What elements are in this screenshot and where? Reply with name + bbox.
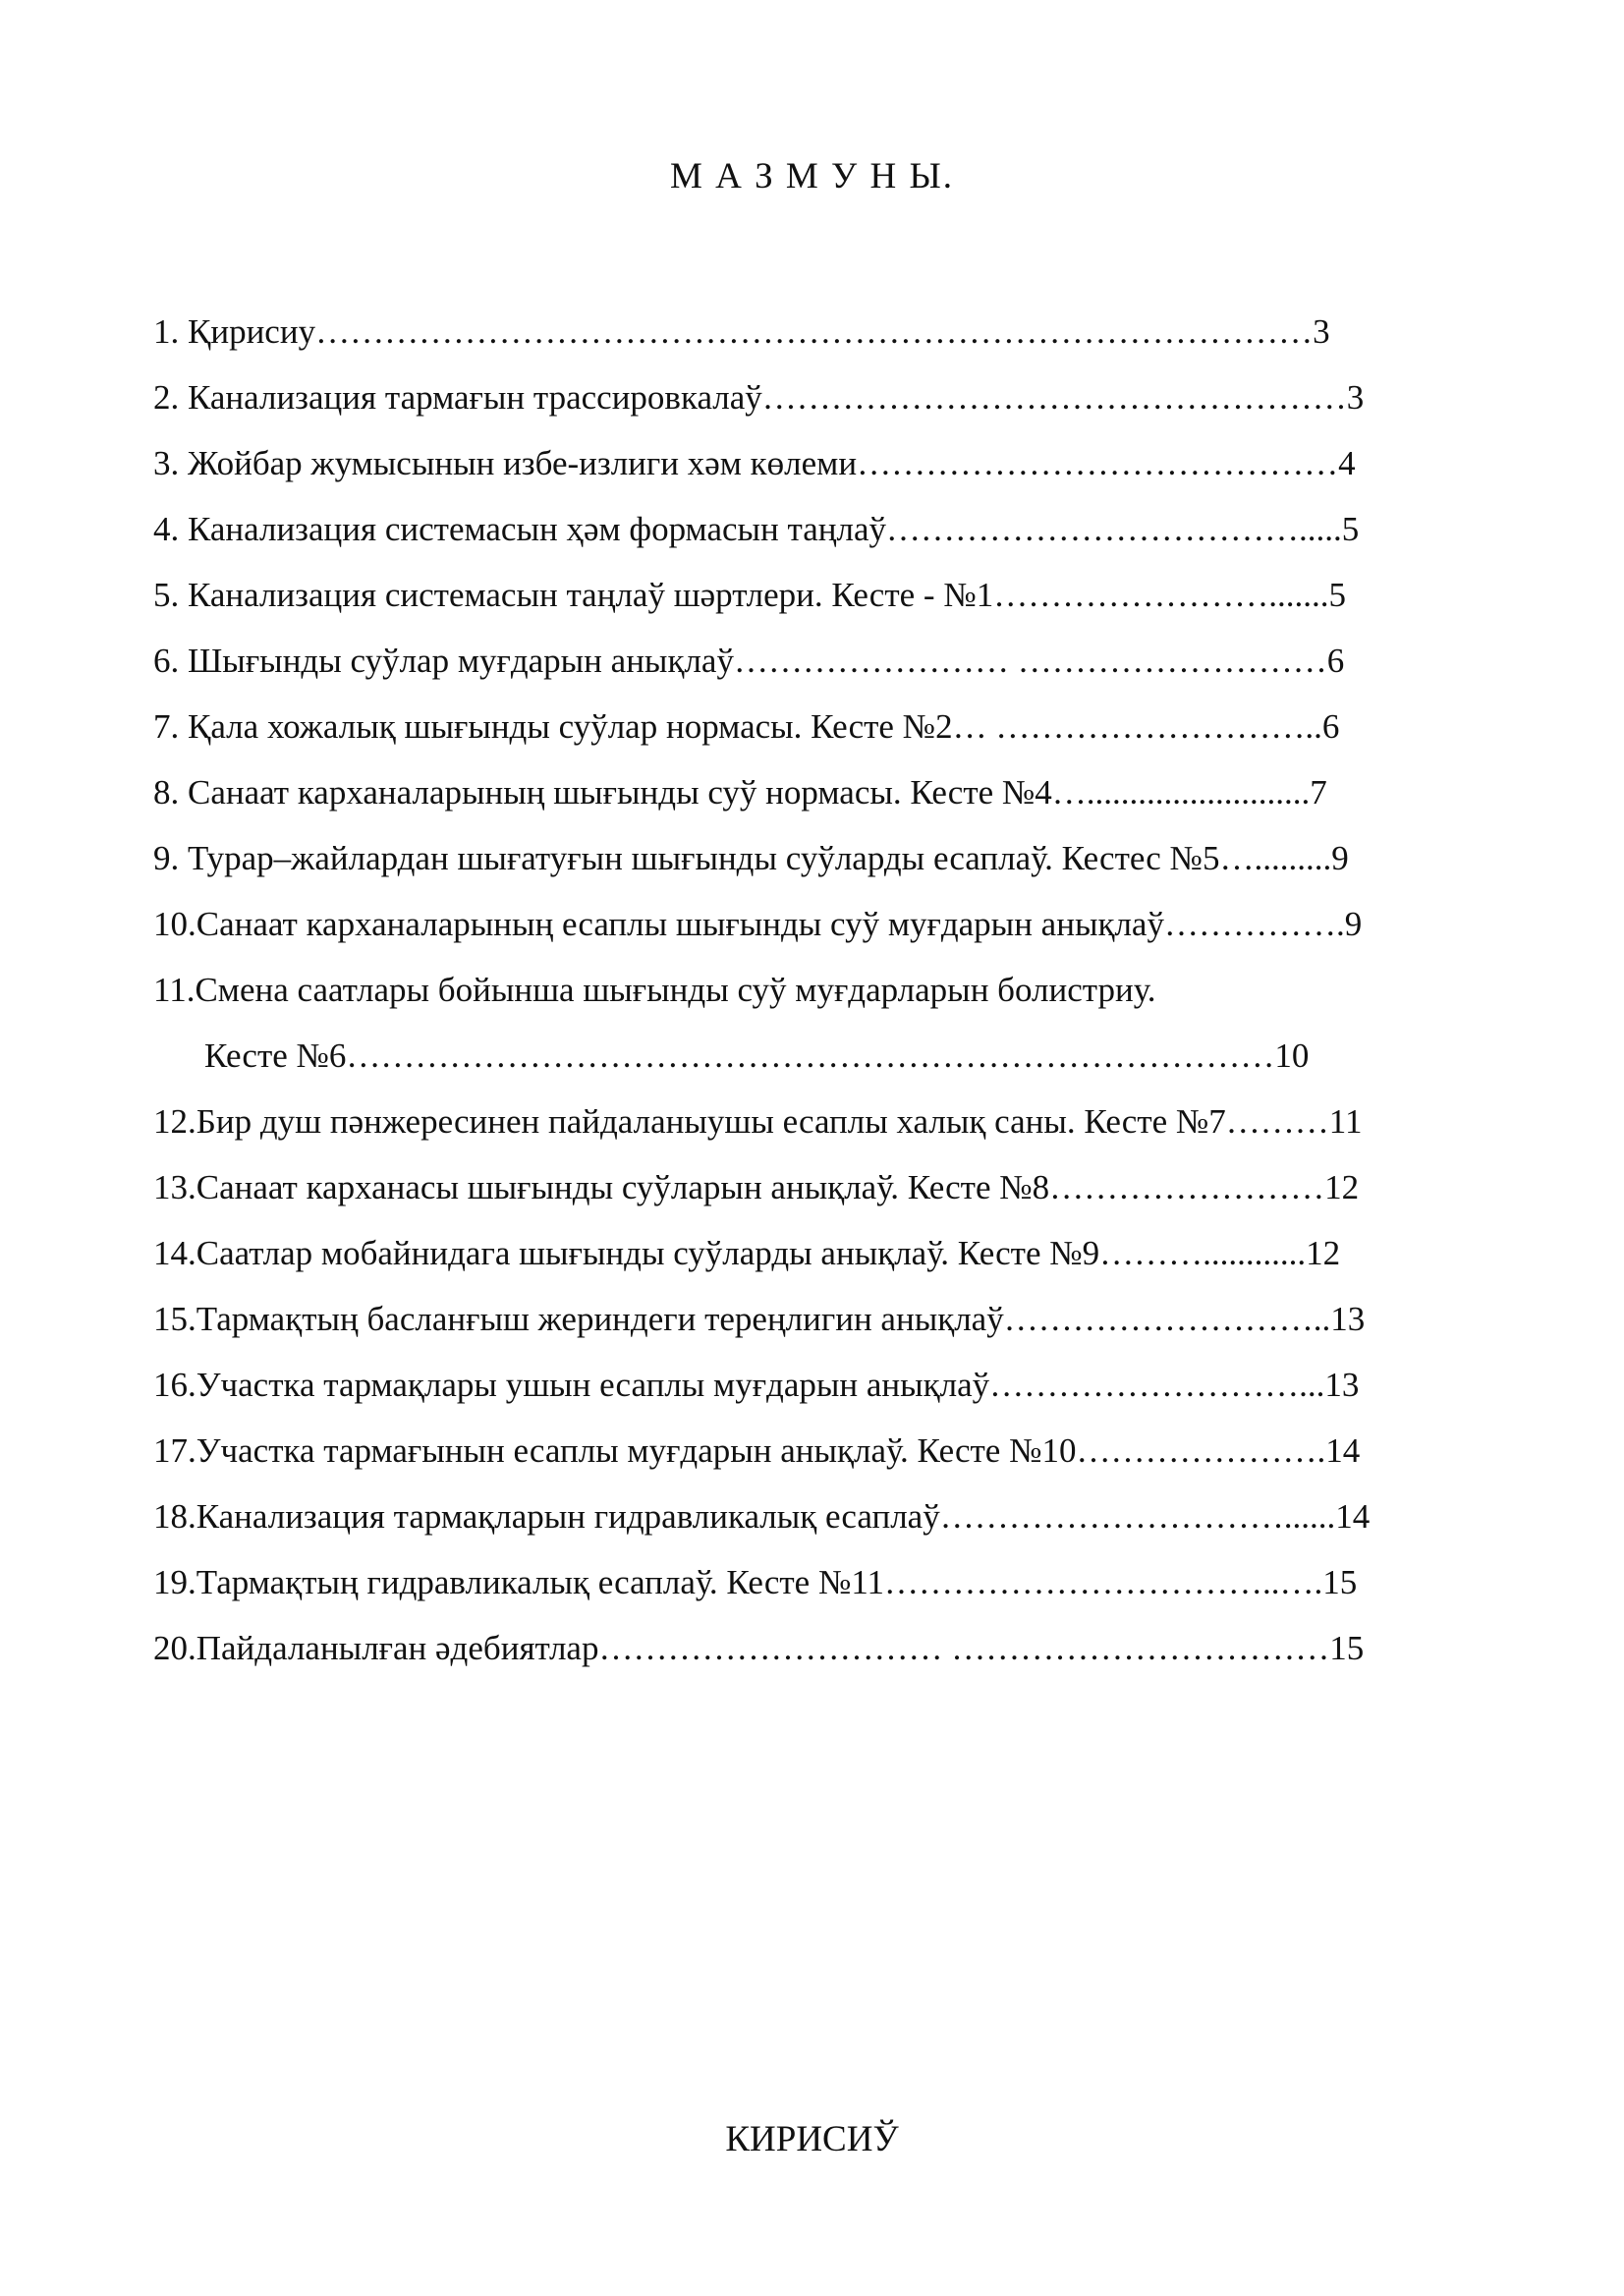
toc-item-9: 9. Турар–жайлардан шығатуғын шығынды суўларды есаплаў. Кестес №5….........9 bbox=[153, 839, 1349, 877]
toc-item-14: 14.Саатлар мобайнидага шығынды суўларды анықлаў. Кесте №9………............12 bbox=[153, 1234, 1341, 1272]
toc-item-18: 18.Канализация тармақларын гидравликалық есаплаў…………………………......14 bbox=[153, 1497, 1371, 1536]
toc-item-7: 7. Қала хожалық шығынды суўлар нормасы. Кесте №2… ………………………..6 bbox=[153, 707, 1340, 746]
toc-item-19: 19.Тармақтың гидравликалық есаплаў. Кесте №11……………………………..….15 bbox=[153, 1563, 1358, 1601]
toc-item-8: 8. Санаат карханаларының шығынды суў нормасы. Кесте №4…..........................7 bbox=[153, 773, 1327, 812]
toc-item-20: 20.Пайдаланылған әдебиятлар………………………… ……………………………15 bbox=[153, 1629, 1365, 1667]
toc-item-1: 1. Қирисиу……………………………………………………………………………3 bbox=[153, 312, 1330, 351]
toc-item-17: 17.Участка тармағынын есаплы муғдарын анықлаў. Кесте №10………………….14 bbox=[153, 1431, 1361, 1470]
toc-item-12: 12.Бир душ пәнжересинен пайдаланыушы есаплы халық саны. Кесте №7………11 bbox=[153, 1102, 1363, 1141]
toc-item-11-continuation: Кесте №6………………………………………………………………………10 bbox=[204, 1036, 1310, 1075]
table-of-contents bbox=[153, 312, 1519, 1695]
contents-title: М А З М У Н Ы. bbox=[670, 156, 954, 196]
toc-item-4: 4. Канализация системасын ҳәм формасын таңлаў……………………………….....5 bbox=[153, 510, 1360, 548]
toc-item-5: 5. Канализация системасын таңлаў шәртлери. Кесте - №1…………………….......5 bbox=[153, 576, 1346, 614]
toc-item-13: 13.Санаат карханасы шығынды суўларын анықлаў. Кесте №8……………………12 bbox=[153, 1168, 1360, 1206]
toc-item-10: 10.Санаат карханаларының есаплы шығынды суў муғдарын анықлаў…………….9 bbox=[153, 905, 1363, 943]
toc-item-2: 2. Канализация тармағын трассировкалаў……………………………………………3 bbox=[153, 378, 1365, 417]
toc-item-6: 6. Шығынды суўлар муғдарын анықлаў…………………… ………………………6 bbox=[153, 642, 1345, 680]
introduction-heading: КИРИСИЎ bbox=[725, 2119, 899, 2159]
toc-item-11: 11.Смена саатлары бойынша шығынды суў муғдарларын болистриу. bbox=[153, 971, 1156, 1009]
toc-item-3: 3. Жойбар жумысынын избе-излиги хәм көлеми……………………………………4 bbox=[153, 444, 1356, 482]
toc-item-15: 15.Тармақтың басланғыш жериндеги тереңлигин анықлаў………………………..13 bbox=[153, 1300, 1366, 1338]
toc-item-16: 16.Участка тармақлары ушын есаплы муғдарын анықлаў………………………...13 bbox=[153, 1366, 1360, 1404]
